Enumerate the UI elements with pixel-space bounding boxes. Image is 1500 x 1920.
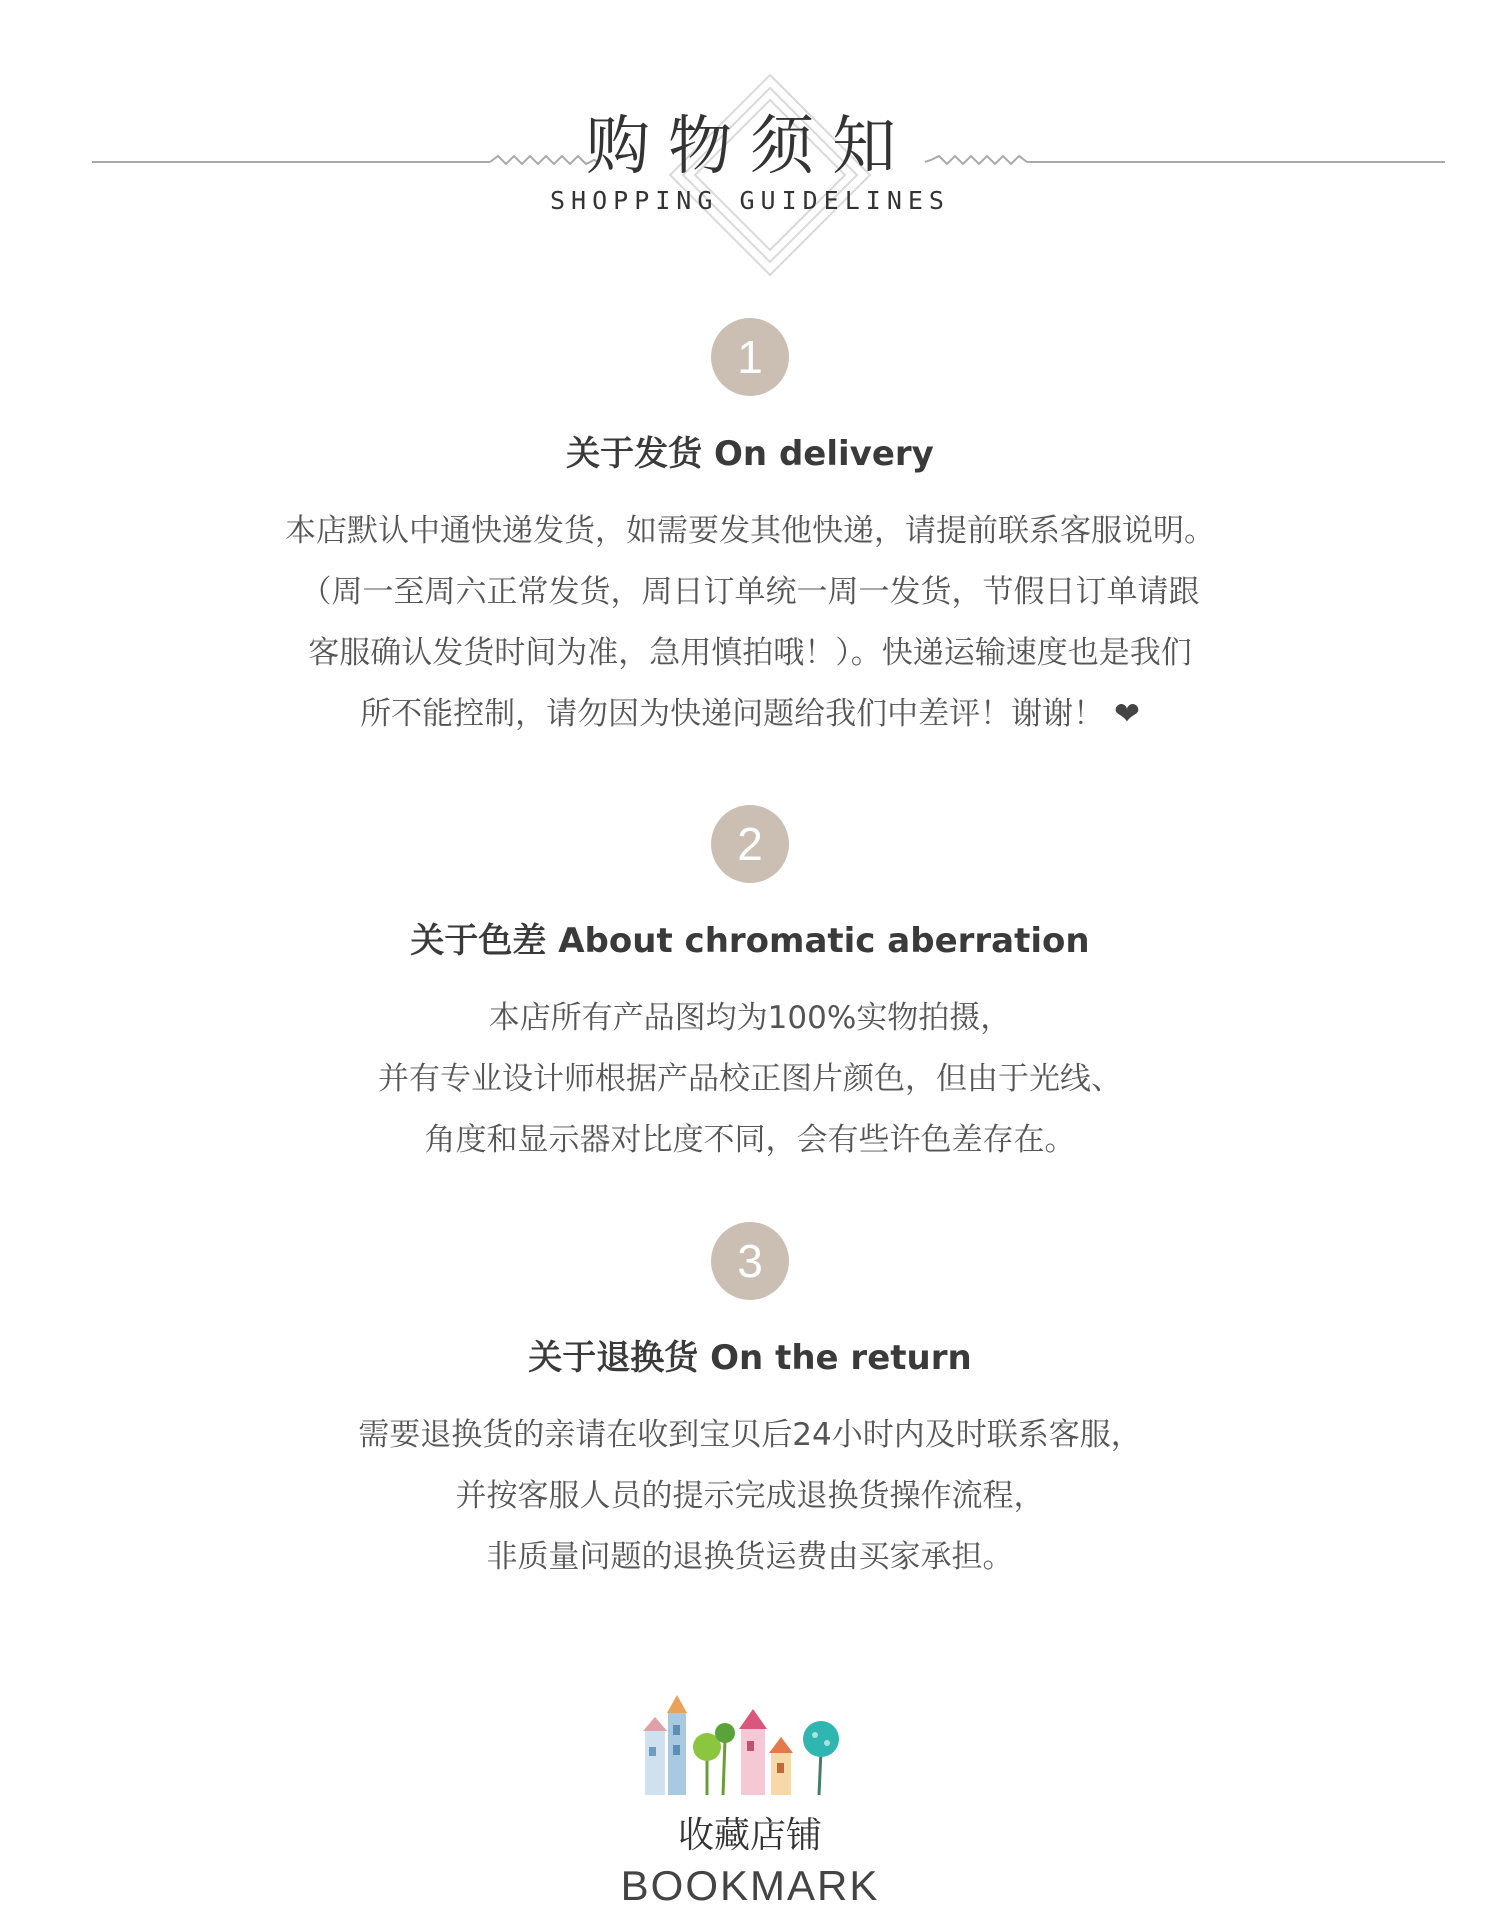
body-line: 非质量问题的退换货运费由买家承担。 bbox=[486, 1539, 1014, 1575]
section-return bbox=[0, 1222, 1500, 1588]
body-line: 本店默认中通快递发货，如需要发其他快递，请提前联系客服说明。 bbox=[285, 513, 1215, 549]
section-chromatic-aberration bbox=[0, 805, 1500, 1171]
heart-icon: ❤ bbox=[1113, 696, 1140, 732]
section-body bbox=[0, 501, 1500, 745]
body-line: 并有专业设计师根据产品校正图片颜色，但由于光线、 bbox=[378, 1061, 1122, 1097]
section-title: 关于退换货 On the return bbox=[528, 1338, 972, 1378]
houses-illustration-icon bbox=[635, 1695, 865, 1805]
section-title: 关于发货 On delivery bbox=[566, 434, 934, 474]
bookmark-label[interactable]: 收藏店铺 bbox=[677, 1815, 822, 1856]
body-line: （周一至周六正常发货，周日订单统一周一发货，节假日订单请跟 bbox=[300, 574, 1200, 610]
step-number-badge: 1 bbox=[711, 318, 789, 396]
body-line-with-heart bbox=[0, 684, 1500, 745]
header bbox=[0, 0, 1500, 300]
body-line: 需要退换货的亲请在收到宝贝后24小时内及时联系客服， bbox=[358, 1417, 1142, 1453]
section-title: 关于色差 About chromatic aberration bbox=[410, 921, 1090, 961]
section-body bbox=[0, 988, 1500, 1171]
body-line-text: 所不能控制，请勿因为快递问题给我们中差评！谢谢！ bbox=[360, 696, 1105, 732]
section-delivery bbox=[0, 318, 1500, 745]
body-line: 客服确认发货时间为准，急用慎拍哦！）。快递运输速度也是我们 bbox=[308, 635, 1192, 671]
body-line: 并按客服人员的提示完成退换货操作流程， bbox=[455, 1478, 1045, 1514]
step-number-badge: 2 bbox=[711, 805, 789, 883]
page-title: 购物须知 bbox=[586, 110, 914, 184]
bookmark-label-en[interactable]: BOOKMARK bbox=[620, 1862, 880, 1909]
section-body bbox=[0, 1405, 1500, 1588]
step-number-badge: 3 bbox=[711, 1222, 789, 1300]
body-line: 角度和显示器对比度不同，会有些许色差存在。 bbox=[424, 1122, 1076, 1158]
body-line: 本店所有产品图均为100%实物拍摄， bbox=[488, 1000, 1012, 1036]
bookmark-store[interactable] bbox=[0, 1695, 1500, 1910]
page-subtitle: SHOPPING GUIDELINES bbox=[550, 186, 950, 215]
